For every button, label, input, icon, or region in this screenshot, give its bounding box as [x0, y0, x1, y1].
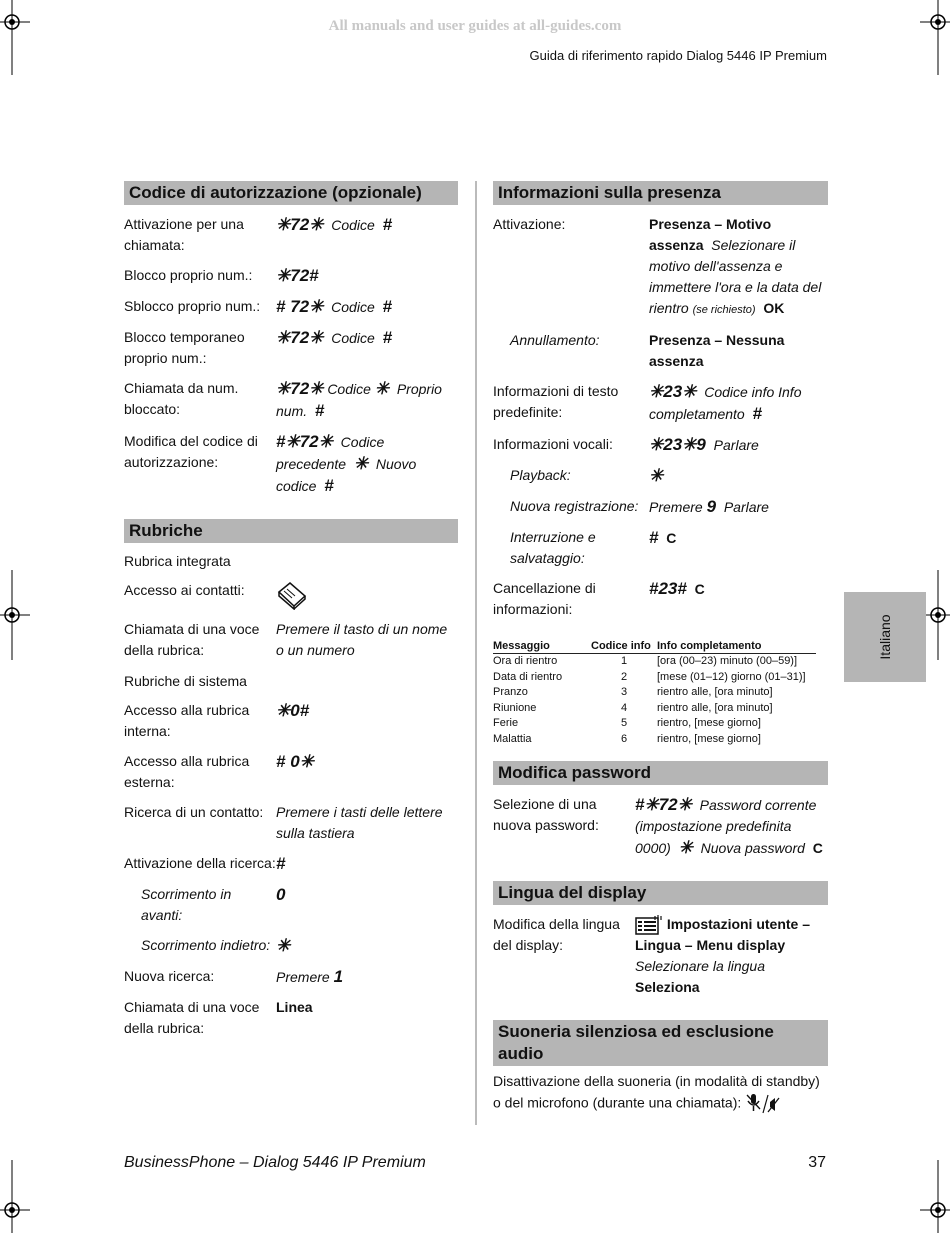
table-cell: rientro alle, [ora minuto] [657, 701, 773, 714]
mute-text: Disattivazione della suoneria (in modalità di standby) o del microfono (durante una chiamata): [493, 1073, 820, 1111]
row-value [649, 465, 828, 487]
pres-row-cancel [493, 330, 828, 372]
crop-mark-top-left [0, 0, 40, 80]
row-value [649, 214, 828, 321]
hash-key-icon: # [677, 579, 687, 598]
hash-key-icon: # [309, 266, 319, 285]
table-cell: 6 [620, 732, 628, 745]
row-value [276, 751, 458, 793]
clear-key-icon: C [694, 581, 705, 597]
key-digits: 23 [663, 435, 683, 454]
table-row [493, 701, 816, 717]
pres-row-activation [493, 214, 828, 321]
key-digits: 0 [290, 701, 300, 720]
rub-row-internal [124, 700, 458, 742]
pres-row-text-info [493, 381, 828, 425]
table-cell: Ferie [493, 717, 519, 729]
rub-row-access [124, 580, 458, 610]
text: Proprio num. [276, 381, 442, 419]
row-value [649, 434, 828, 456]
table-header: Info completamento [657, 640, 816, 654]
text: Parlare [723, 499, 769, 515]
text: OK [763, 300, 785, 316]
mute-key-icon [745, 1092, 781, 1116]
rub-row-call-entry [124, 619, 458, 661]
row-value [276, 214, 458, 256]
text: Password corrente (impostazione predefinita 0000) [635, 797, 817, 856]
row-label: Attivazione per una chiamata: [124, 216, 244, 253]
star-key-icon: ✳ [309, 215, 324, 234]
text: Codice [331, 299, 375, 315]
info-table [493, 640, 816, 747]
hash-key-icon: # [299, 701, 310, 720]
table-cell: 2 [620, 670, 628, 683]
key-digits: 23 [663, 382, 683, 401]
text: Codice info Info completamento [649, 384, 802, 422]
text: Selezionare il motivo dell'assenza e immettere l'ora e la data del rientro [649, 237, 822, 316]
star-key-icon: ✳ [276, 266, 291, 285]
star-key-icon: ✳ [682, 382, 697, 401]
row-value [635, 794, 828, 859]
rub-row-call-entry-line [124, 997, 458, 1039]
table-cell: [ora (00–23) minuto (00–59)] [657, 655, 798, 667]
clear-key-icon: C [666, 530, 677, 546]
hash-key-icon: # [649, 528, 659, 547]
star-key-icon: ✳ [276, 379, 291, 398]
text: Codice precedente [276, 434, 385, 472]
text: Nuova password [700, 840, 805, 856]
rub-row-scroll-forward [124, 884, 458, 926]
star-key-icon: ✳ [309, 297, 324, 316]
row-label: Blocco proprio num.: [124, 267, 253, 283]
section-title-rubriche: Rubriche [124, 519, 458, 543]
star-key-icon: ✳ [276, 701, 291, 720]
star-key-icon: ✳ [678, 838, 693, 857]
star-key-icon: ✳ [276, 936, 291, 955]
row-value [276, 966, 458, 988]
row-value: Premere i tasti delle lettere sulla tastiera [276, 804, 443, 841]
row-value: Linea [276, 999, 313, 1015]
star-key-icon: ✳ [682, 435, 697, 454]
row-label: Accesso alla rubrica interna: [124, 702, 250, 739]
text: Parlare [713, 437, 759, 453]
mute-text-block [493, 1071, 828, 1116]
star-key-icon: ✳ [309, 328, 324, 347]
hash-key-icon: # [276, 297, 286, 316]
key-digits: 23 [658, 579, 678, 598]
star-key-icon: ✳ [309, 379, 324, 398]
star-key-icon: ✳ [318, 432, 333, 451]
row-value [276, 431, 458, 497]
row-value [649, 527, 828, 569]
section-title-password: Modifica password [493, 761, 828, 785]
rub-row-external [124, 751, 458, 793]
text: Codice [331, 330, 375, 346]
row-label: Modifica della lingua del display: [493, 916, 620, 953]
row-label: Cancellazione di informazioni: [493, 580, 596, 617]
row-label: Nuova registrazione: [510, 498, 639, 514]
page-header: Guida di riferimento rapido Dialog 5446 IP Premium [529, 48, 827, 63]
table-cell: Riunione [493, 701, 537, 714]
row-value: Premere il tasto di un nome o un numero [276, 621, 448, 658]
row-label: Accesso ai contatti: [124, 582, 245, 598]
hash-key-icon: # [752, 404, 762, 423]
hash-key-icon: # [382, 297, 392, 316]
key-digits: 9 [696, 435, 706, 454]
auth-row-change-code [124, 431, 458, 497]
text: Codice [327, 381, 371, 397]
menu-key-icon [635, 915, 663, 935]
hash-key-icon: # [635, 795, 645, 814]
section-title-auth: Codice di autorizzazione (opzionale) [124, 181, 458, 205]
text: Selezionare la lingua [635, 958, 765, 975]
table-cell: rientro, [mese giorno] [657, 732, 761, 745]
language-side-tab [844, 592, 926, 682]
row-label: Ricerca di un contatto: [124, 804, 264, 820]
table-cell: rientro alle, [ora minuto] [657, 686, 773, 698]
rub-row-search [124, 802, 458, 844]
row-value [276, 580, 458, 610]
auth-row-unlock [124, 296, 458, 318]
key-digits: 9 [706, 497, 717, 516]
star-key-icon: ✳ [644, 795, 659, 814]
pwd-row-select [493, 794, 828, 859]
rub-row-new-search [124, 966, 458, 988]
hash-key-icon: # [276, 854, 286, 873]
auth-row-temp-lock [124, 327, 458, 369]
right-column [493, 181, 828, 1116]
phonebook-icon [276, 580, 308, 610]
auth-row-call-locked [124, 378, 458, 422]
row-value: Presenza – Nessuna assenza [649, 332, 785, 369]
pres-row-playback [493, 465, 828, 487]
table-header: Codice info [591, 640, 657, 654]
crop-mark-mid-left [0, 570, 40, 660]
section-title-language: Lingua del display [493, 881, 828, 905]
row-label: Selezione di una nuova password: [493, 796, 599, 833]
table-row [493, 716, 816, 732]
row-label: Sblocco proprio num.: [124, 298, 261, 314]
key-digits: 72 [299, 432, 319, 451]
clear-key-icon: C [812, 840, 823, 856]
row-value [276, 327, 458, 369]
key-digits: 1 [333, 967, 344, 986]
row-value [276, 935, 458, 957]
table-header: Messaggio [493, 640, 591, 654]
text: (se richiesto) [692, 304, 756, 316]
crop-mark-bottom-left [0, 1160, 40, 1233]
table-cell: Pranzo [493, 686, 528, 698]
table-row [493, 654, 816, 670]
hash-key-icon: # [324, 476, 334, 495]
table-cell: Ora di rientro [493, 655, 558, 667]
table-cell: [mese (01–12) giorno (01–31)] [657, 670, 806, 683]
hash-key-icon: # [649, 579, 659, 598]
auth-row-activation [124, 214, 458, 256]
rub-row-activate-search [124, 853, 458, 875]
key-digits: 72 [290, 215, 310, 234]
page-number: 37 [808, 1154, 826, 1171]
row-label: Interruzione e salvataggio: [510, 529, 596, 566]
auth-row-lock [124, 265, 458, 287]
row-label: Attivazione della ricerca: [124, 855, 276, 871]
table-cell: 5 [620, 717, 628, 729]
row-label: Chiamata di una voce della rubrica: [124, 621, 260, 658]
hash-key-icon: # [276, 752, 286, 771]
row-label: Modifica del codice di autorizzazione: [124, 433, 258, 470]
star-key-icon: ✳ [353, 454, 369, 473]
star-key-icon: ✳ [276, 215, 291, 234]
subheading-sistema: Rubriche di sistema [124, 673, 247, 689]
hash-key-icon: # [382, 215, 393, 234]
left-column [124, 181, 458, 1039]
row-value [276, 884, 458, 926]
table-cell: Malattia [493, 732, 532, 745]
row-value [276, 296, 458, 318]
pres-row-voice-info [493, 434, 828, 456]
column-divider [475, 181, 477, 1125]
hash-key-icon: # [382, 328, 393, 347]
row-label: Chiamata di una voce della rubrica: [124, 999, 260, 1036]
key-digits: 72 [290, 266, 310, 285]
table-cell: Data di rientro [493, 670, 563, 683]
star-key-icon: ✳ [649, 435, 664, 454]
row-label: Nuova ricerca: [124, 968, 215, 984]
row-label: Scorrimento indietro: [141, 937, 271, 953]
text: Seleziona [635, 979, 700, 996]
table-cell: 3 [620, 686, 628, 698]
row-label: Scorrimento in avanti: [141, 886, 232, 923]
text: Premere [649, 499, 703, 515]
text: Nuovo codice [276, 456, 417, 494]
table-cell: 4 [620, 701, 628, 714]
row-value [276, 853, 458, 875]
row-value [649, 496, 828, 518]
row-value [649, 381, 828, 425]
table-cell: rientro, [mese giorno] [657, 717, 761, 729]
star-key-icon: ✳ [677, 795, 692, 814]
crop-mark-bottom-right [910, 1160, 950, 1233]
watermark: All manuals and user guides at all-guides.com [328, 18, 622, 34]
row-label: Playback: [510, 467, 571, 483]
pres-row-interrupt-save [493, 527, 828, 569]
row-label: Informazioni di testo predefinite: [493, 383, 619, 420]
key-digits: 72 [290, 328, 310, 347]
key-digits: 72 [658, 795, 678, 814]
table-row [493, 670, 816, 686]
footer-title: BusinessPhone – Dialog 5446 IP Premium [124, 1154, 426, 1171]
row-label: Accesso alla rubrica esterna: [124, 753, 250, 790]
table-row [493, 685, 816, 701]
row-label: Annullamento: [510, 332, 600, 348]
star-key-icon: ✳ [374, 379, 390, 398]
star-key-icon: ✳ [649, 382, 664, 401]
table-cell: 1 [620, 655, 628, 667]
key-digits: 0 [276, 885, 286, 904]
pres-row-delete [493, 578, 828, 620]
row-value [276, 700, 458, 742]
row-value [276, 378, 458, 422]
star-key-icon: ✳ [285, 432, 300, 451]
side-tab-label: Italiano [877, 614, 893, 660]
row-label: Informazioni vocali: [493, 436, 613, 452]
hash-key-icon: # [276, 432, 286, 451]
row-value [649, 578, 828, 620]
key-digits: 72 [290, 297, 310, 316]
lang-row-change [493, 914, 828, 998]
table-row [493, 732, 816, 748]
star-key-icon: ✳ [299, 752, 314, 771]
row-label: Attivazione: [493, 216, 566, 232]
text: Codice [331, 217, 375, 233]
hash-key-icon: # [314, 401, 325, 420]
section-title-mute: Suoneria silenziosa ed esclusione audio [493, 1020, 828, 1066]
text: Premere [276, 969, 330, 985]
rub-row-scroll-back [124, 935, 458, 957]
row-value [276, 265, 458, 287]
text: Impostazioni utente – Lingua – Menu display [635, 916, 811, 954]
table-header-row [493, 640, 816, 654]
row-label: Blocco temporaneo proprio num.: [124, 329, 245, 366]
star-key-icon: ✳ [276, 328, 291, 347]
key-digits: 72 [290, 379, 310, 398]
row-label: Chiamata da num. bloccato: [124, 380, 239, 417]
section-title-presence: Informazioni sulla presenza [493, 181, 828, 205]
subheading-integrata: Rubrica integrata [124, 553, 231, 569]
row-value [635, 914, 828, 998]
key-digits: 0 [290, 752, 300, 771]
text: Presenza – Motivo assenza [649, 216, 772, 253]
crop-mark-top-right [910, 0, 950, 80]
star-key-icon: ✳ [649, 466, 664, 485]
pres-row-new-recording [493, 496, 828, 518]
